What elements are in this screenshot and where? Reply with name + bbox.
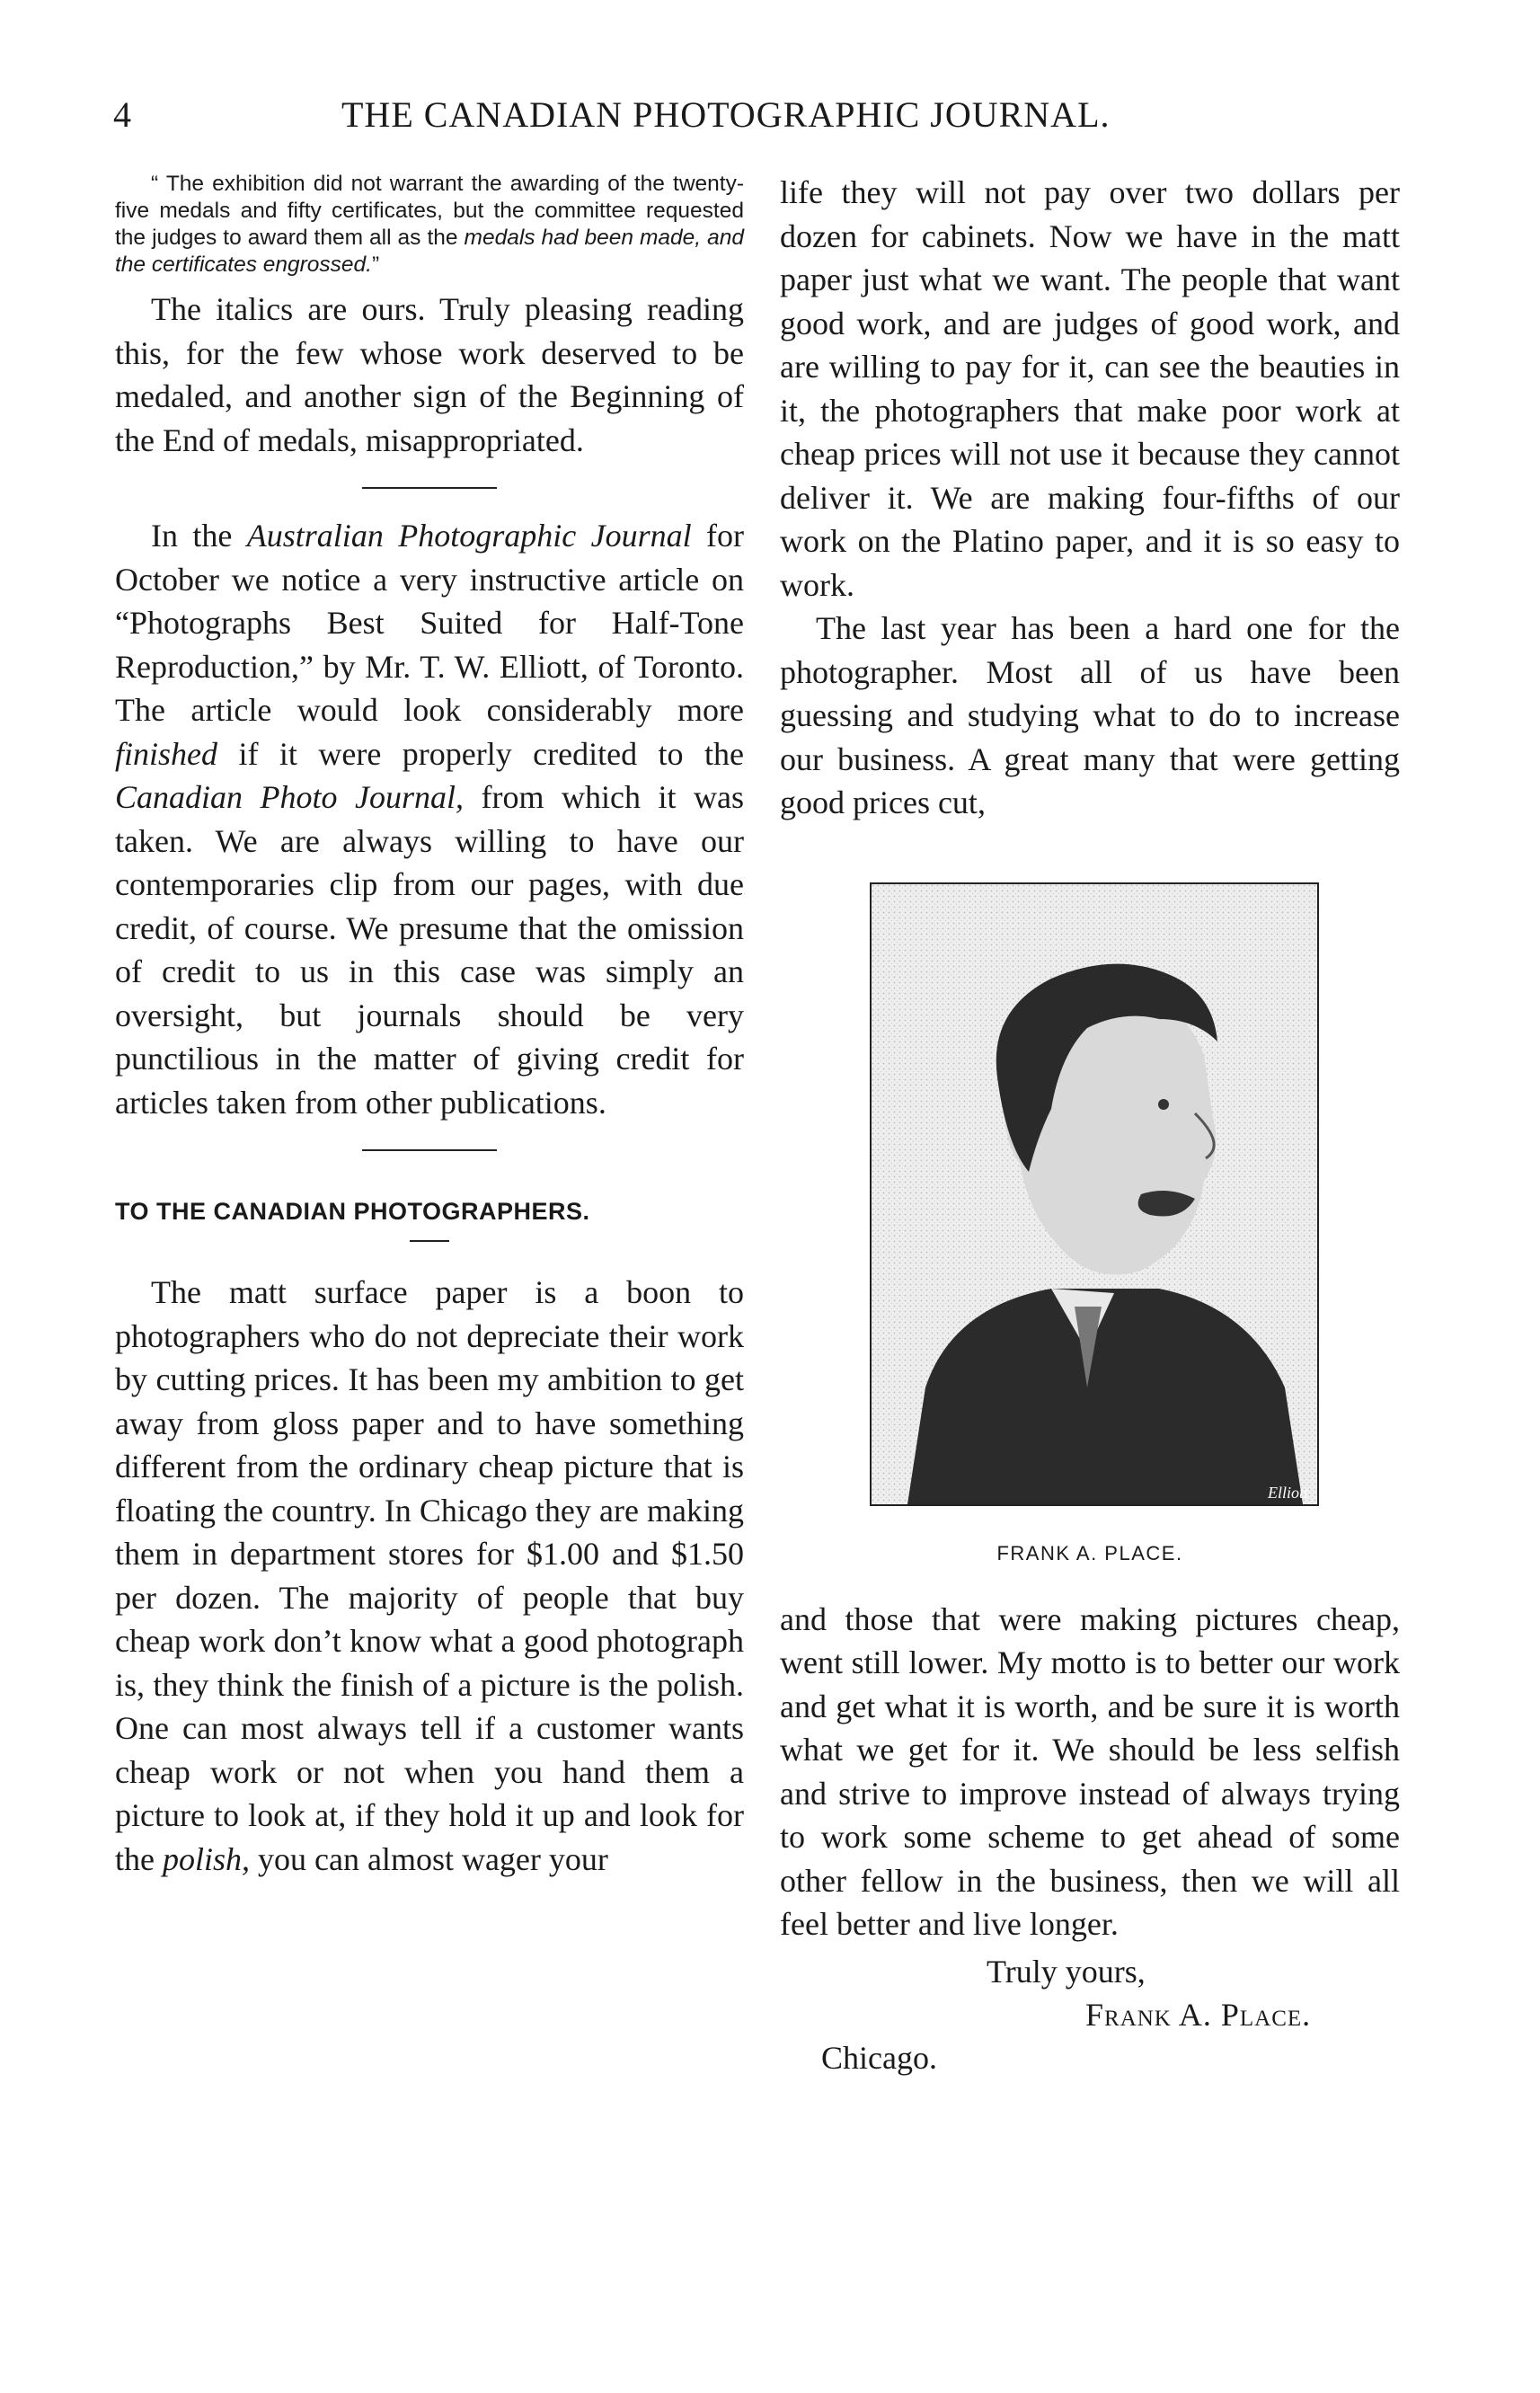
motto-paragraph: and those that were making pictures cheap, went still lower. My motto is to better our work and get what it is worth, and be sure it is worth what we get for it. We should be less selfish and strive to improve instead of always trying to work some scheme to get ahead of some other fellow in the business, then we will all feel better and live longer. bbox=[780, 1600, 1400, 1942]
section-divider bbox=[362, 1149, 497, 1151]
hard-year-paragraph: The last year has been a hard one for the photographer. Most all of us have been guessing and studying what to do to increase our business. A great many that were getting good prices cut, bbox=[780, 610, 1400, 820]
portrait-photo bbox=[870, 882, 1319, 1506]
quote-italic: medals had been made, and the certificates engrossed. bbox=[115, 226, 744, 277]
exhibition-quote: “ The exhibition did not warrant the awarding of the twenty-five medals and fifty certificates, but the committee requested the judges to award them all as the medals had been made, and the certificates engrossed.” bbox=[115, 172, 744, 277]
australian-journal-paragraph: In the Australian Photographic Journal for October we notice a very instructive article on “Photographs Best Suited for Half-Tone Reproduction,” by Mr. T. W. Elliott, of Toronto. The article would look considerably more finished if it were properly credited to the Canadian Photo Journal, from which it was taken. We are always willing to have our contemporaries clip from our pages, with due credit, of course. We presume that the omission of credit to us in this case was simply an oversight, but journals should be very punctilious in the matter of giving credit for articles taken from other publications. bbox=[115, 518, 744, 1121]
journal-title: THE CANADIAN PHOTOGRAPHIC JOURNAL. bbox=[341, 94, 1111, 135]
author-signature: Frank A. Place. bbox=[1085, 1996, 1312, 2033]
artist-signature: Elliott bbox=[1268, 1483, 1308, 1502]
page-number: 4 bbox=[113, 94, 131, 135]
section-heading: TO THE CANADIAN PHOTOGRAPHERS. bbox=[115, 1198, 590, 1225]
matt-paper-paragraph: The matt surface paper is a boon to photographers who do not depreciate their work by cutting prices. It has been my ambition to get away from gloss paper and to have something different from the ordinary cheap picture that is floating the country. In Chicago they are making them in department stores for $1.00 and $1.50 per dozen. The majority of people that buy cheap work don’t know what a good photograph is, they think the finish of a picture is the polish. One can most always tell if a customer wants cheap work or not when you hand them a picture to look at, if they hold it up and look for the polish, you can almost wager your bbox=[115, 1274, 744, 1877]
heading-rule bbox=[410, 1240, 449, 1242]
left-column bbox=[115, 171, 744, 1881]
location-line: Chicago. bbox=[821, 2039, 937, 2076]
italics-paragraph: The italics are ours. Truly pleasing reading this, for the few whose work deserved to be medaled, and another sign of the Beginning of the End of medals, misappropriated. bbox=[115, 291, 744, 458]
portrait-caption: FRANK A. PLACE. bbox=[996, 1541, 1183, 1564]
right-column bbox=[780, 171, 1400, 2079]
section-divider bbox=[362, 487, 497, 489]
closing-salutation: Truly yours, bbox=[987, 1953, 1146, 1990]
continued-paragraph: life they will not pay over two dollars per dozen for cabinets. Now we have in the matt paper just what we want. The people that want good work, and are judges of good work, and are willing to pay for it, can see the beauties in it, the photographers that make poor work at cheap prices will not use it because they cannot deliver it. We are making four-fifths of our work on the Platino paper, and it is so easy to work. bbox=[780, 174, 1400, 603]
portrait-illustration bbox=[872, 884, 1317, 1504]
